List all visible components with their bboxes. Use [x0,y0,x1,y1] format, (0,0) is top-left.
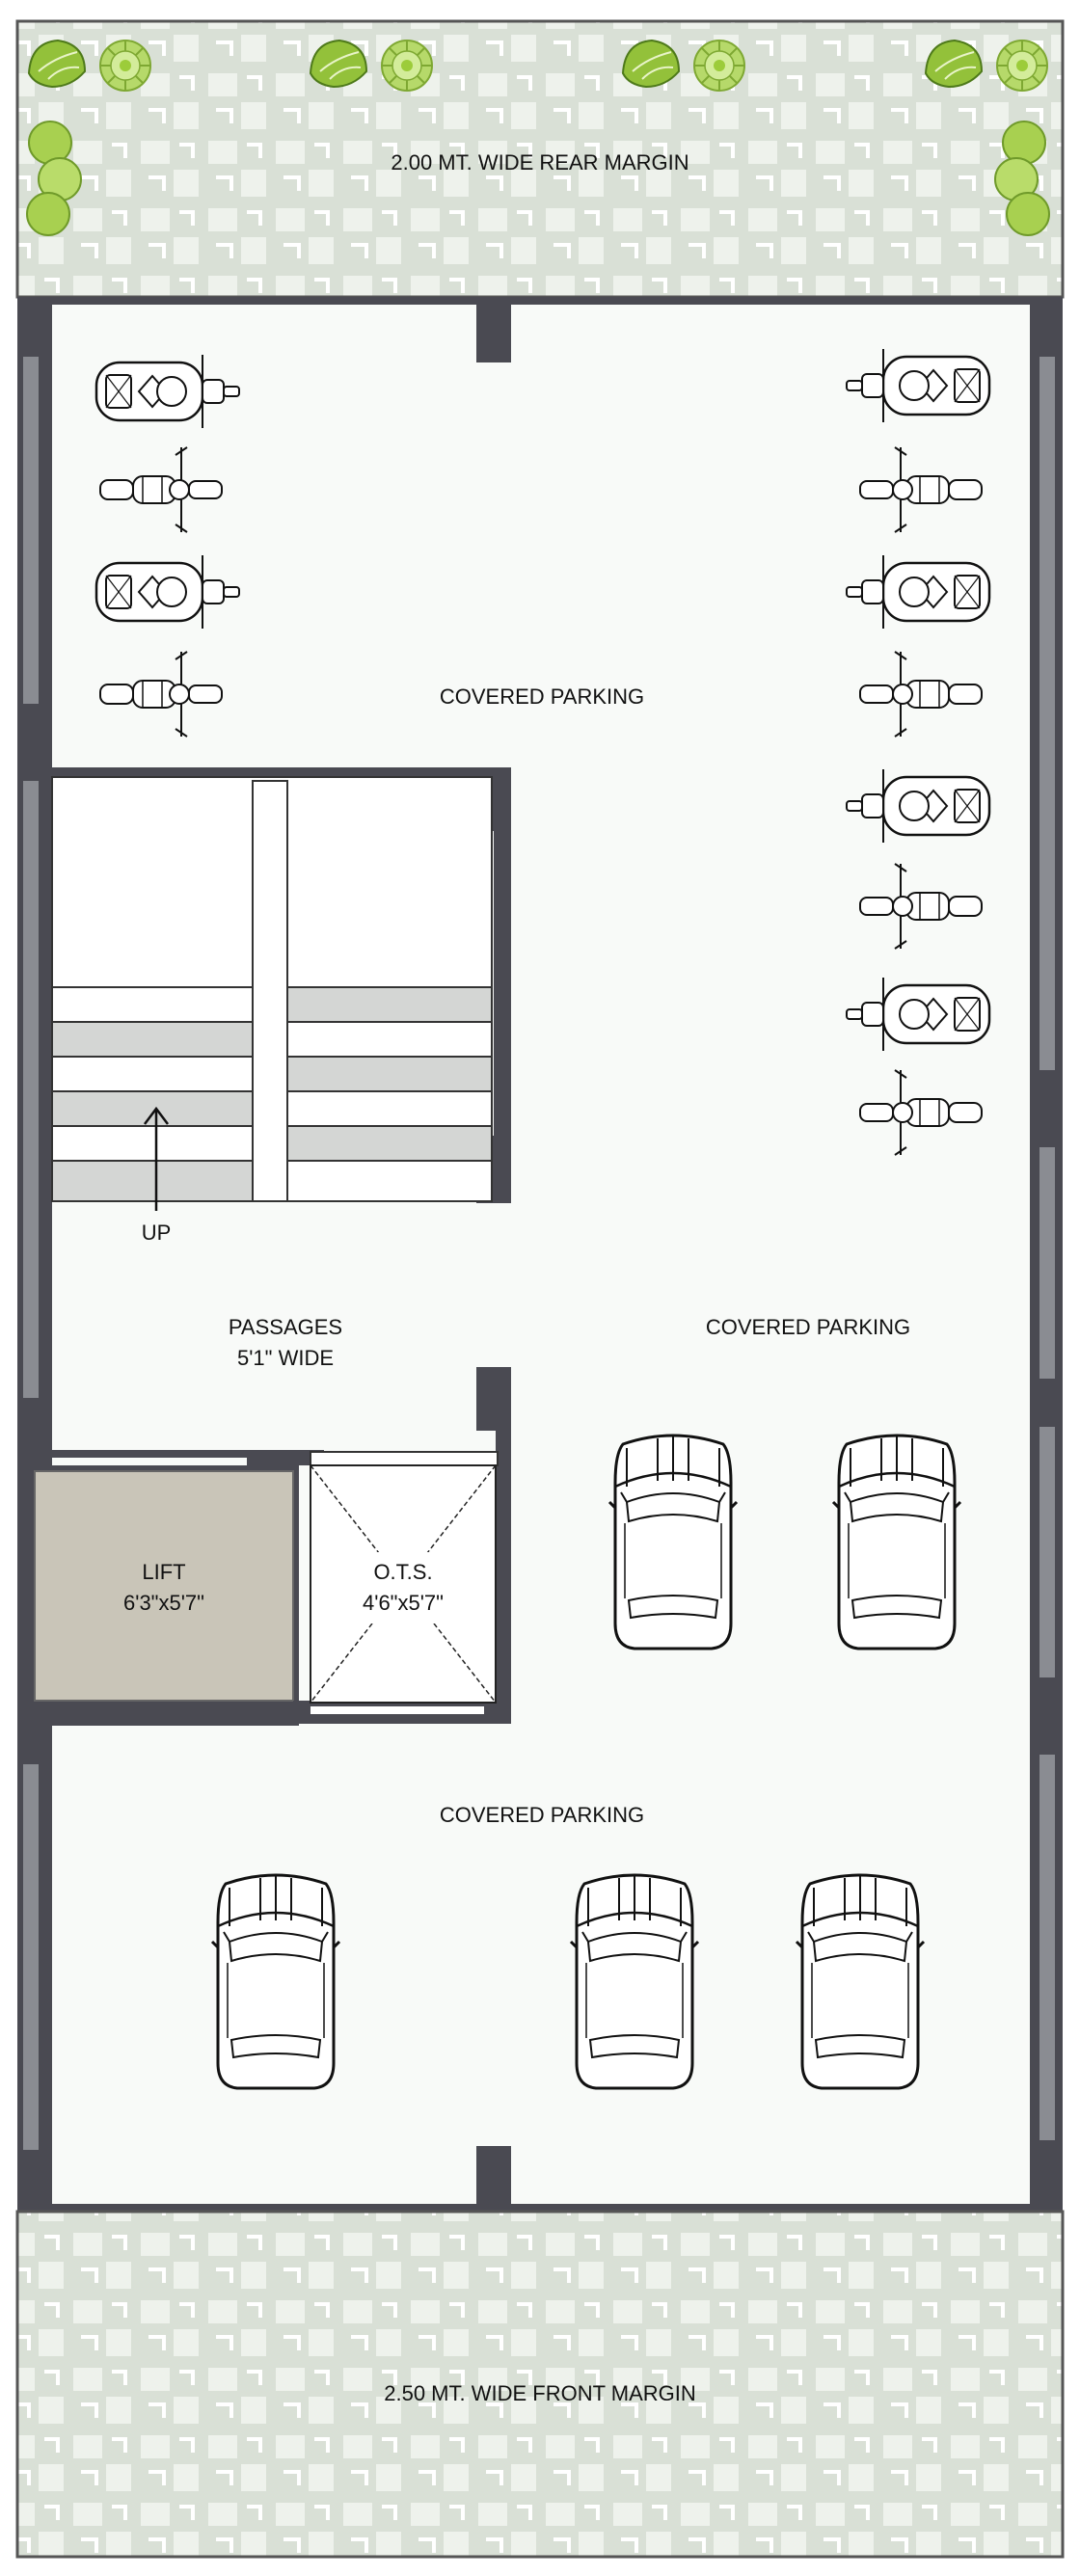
car-icon [212,1874,339,2088]
stair-up-label: UP [141,1221,172,1245]
car-icon [571,1874,698,2088]
front-margin-label: 2.50 MT. WIDE FRONT MARGIN [384,2381,696,2405]
lift-size-label: 6'3"x5'7" [123,1591,204,1615]
front-margin [17,2212,1063,2557]
staircase [50,767,511,1245]
parking-label-top: COVERED PARKING [439,684,645,709]
lift-label: LIFT [142,1560,186,1584]
parking-label-bottom: COVERED PARKING [439,1803,645,1827]
lift-shaft [35,1471,293,1701]
rear-margin [17,21,1063,297]
passage-width-label: 5'1" WIDE [236,1346,335,1370]
car-icon [833,1435,960,1649]
parking-label-mid: COVERED PARKING [705,1315,911,1339]
rear-margin-label: 2.00 MT. WIDE REAR MARGIN [391,150,689,174]
ots-size-label: 4'6"x5'7" [363,1591,444,1615]
passage-label: PASSAGES [228,1315,343,1339]
car-icon [796,1874,924,2088]
ots-label: O.T.S. [373,1560,433,1584]
car-icon [609,1435,737,1649]
